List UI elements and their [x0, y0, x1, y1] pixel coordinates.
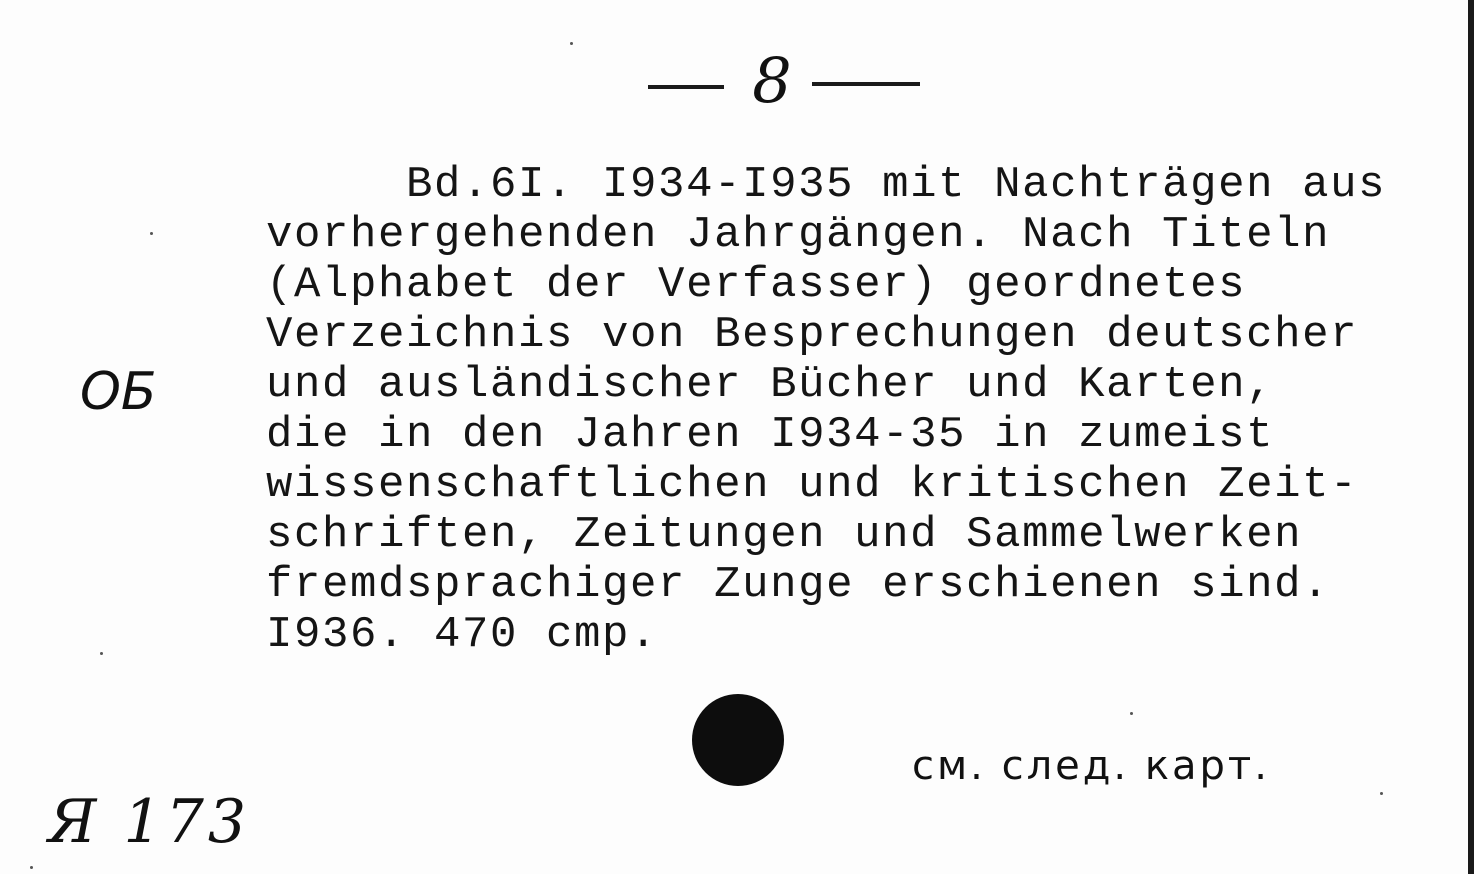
entry-line: schriften, Zeitungen und Sammelwerken	[266, 510, 1303, 560]
entry-line: fremdsprachiger Zunge erschienen sind.	[266, 560, 1331, 610]
shelf-mark: Я 173	[48, 787, 251, 857]
entry-line: wissenschaftlichen und kritischen Zeit-	[266, 460, 1359, 510]
entry-line: und ausländischer Bücher und Karten,	[266, 360, 1275, 410]
header-dash-left	[648, 85, 724, 89]
catalog-entry-text	[266, 160, 1466, 660]
entry-line: Verzeichnis von Besprechungen deutscher	[266, 310, 1359, 360]
card-edge	[1468, 0, 1474, 874]
handwritten-margin-mark: ОБ	[80, 362, 157, 422]
punch-hole	[692, 694, 784, 786]
page-number: 8	[752, 44, 792, 117]
entry-line: die in den Jahren I934-35 in zumeist	[266, 410, 1275, 460]
paper-speck	[100, 652, 103, 655]
paper-speck	[570, 42, 573, 45]
entry-line: (Alphabet der Verfasser) geordnetes	[266, 260, 1247, 310]
paper-speck	[30, 866, 33, 869]
entry-line: I936. 470 cmp.	[266, 610, 659, 660]
entry-line: Bd.6I. I934-I935 mit Nachträgen aus	[266, 160, 1387, 210]
paper-speck	[1380, 792, 1383, 795]
paper-speck	[150, 232, 153, 235]
page-header	[640, 44, 930, 120]
entry-line: vorhergehenden Jahrgängen. Nach Titeln	[266, 210, 1331, 260]
header-dash-right	[812, 82, 920, 86]
continuation-note: см. след. карт.	[912, 743, 1270, 789]
paper-speck	[1130, 712, 1133, 715]
